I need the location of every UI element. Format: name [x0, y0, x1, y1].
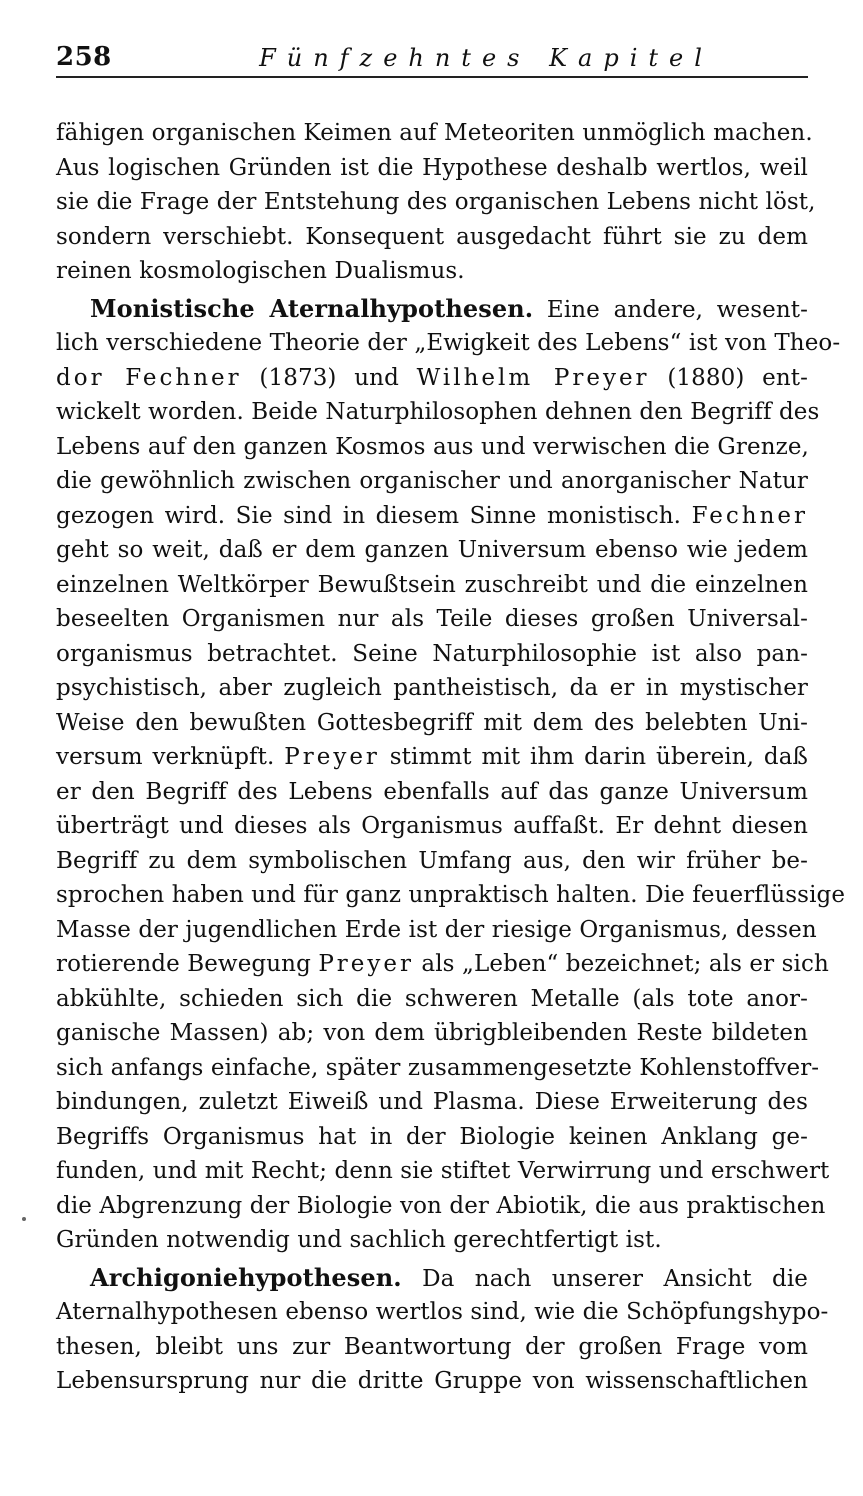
- section-heading-archigonie: Archigoniehypothesen.: [90, 1262, 402, 1292]
- text-line: Begriffs Organismus hat in der Biologie keinen Anklang ge-: [56, 1123, 808, 1150]
- text-line: wickelt worden. Beide Naturphilosophen dehnen den Begriff des: [56, 399, 820, 425]
- text-line: sich anfangs einfache, später zusammengesetzte Kohlenstoffver-: [56, 1054, 820, 1081]
- text-line: die gewöhnlich zwischen organischer und anorganischer Natur: [56, 468, 808, 494]
- text-line: reinen kosmologischen Dualismus.: [56, 258, 465, 284]
- text-line: [56, 499, 808, 534]
- text-run: Da nach unserer Ansicht die: [401, 1265, 808, 1292]
- text-run: (1880) ent-: [649, 364, 808, 391]
- text-run: versum verknüpft.: [56, 744, 285, 770]
- text-line: die Abgrenzung der Biologie von der Abiotik, die aus praktischen: [56, 1192, 826, 1219]
- text-line: [56, 292, 808, 327]
- text-run: gezogen wird. Sie sind in diesem Sinne monistisch.: [56, 502, 692, 529]
- text-line: er den Begriff des Lebens ebenfalls auf das ganze Universum: [56, 778, 808, 805]
- page-number: 258: [56, 42, 112, 72]
- person-name: Fechner: [691, 502, 808, 529]
- text-line: überträgt und dieses als Organismus auffaßt. Er dehnt diesen: [56, 813, 808, 839]
- text-line: fähigen organischen Keimen auf Meteoriten unmöglich machen.: [56, 120, 813, 146]
- text-run: (1873) und: [241, 364, 417, 391]
- text-line: bindungen, zuletzt Eiweiß und Plasma. Diese Erweiterung des: [56, 1089, 808, 1115]
- person-name: Preyer: [318, 951, 414, 977]
- text-line: einzelnen Weltkörper Bewußtsein zuschreibt und die einzelnen: [56, 571, 808, 598]
- text-line: organismus betrachtet. Seine Naturphilosophie ist also pan-: [56, 640, 808, 667]
- text-line: [56, 947, 829, 982]
- person-name: Preyer: [284, 744, 380, 770]
- text-run: rotierende Bewegung: [56, 951, 319, 977]
- text-line: Masse der jugendlichen Erde ist der riesige Organismus, dessen: [56, 916, 817, 943]
- text-line: sondern verschiebt. Konsequent ausgedacht führt sie zu dem: [56, 223, 808, 250]
- section-heading-monistic: Monistische Aternalhypothesen.: [90, 293, 534, 323]
- text-run: Eine andere, wesent-: [533, 296, 808, 323]
- text-line: psychistisch, aber zugleich pantheistisch, da er in mystischer: [56, 675, 808, 701]
- text-line: Aternalhypothesen ebenso wertlos sind, wie die Schöpfungshypo-: [56, 1299, 829, 1325]
- text-run: als „Leben“ bezeichnet; als er sich: [414, 951, 829, 977]
- text-line: [56, 1261, 808, 1296]
- text-line: Weise den bewußten Gottesbegriff mit dem des belebten Uni-: [56, 709, 808, 736]
- text-line: [56, 740, 808, 775]
- text-line: [56, 361, 808, 396]
- text-line: lich verschiedene Theorie der „Ewigkeit des Lebens“ ist von Theo-: [56, 330, 841, 356]
- text-line: sie die Frage der Entstehung des organischen Lebens nicht löst,: [56, 189, 816, 215]
- text-line: Gründen notwendig und sachlich gerechtfertigt ist.: [56, 1227, 662, 1253]
- text-line: geht so weit, daß er dem ganzen Universum ebenso wie jedem: [56, 537, 808, 563]
- text-line: ganische Massen) ab; von dem übrigbleibenden Reste bildeten: [56, 1020, 808, 1046]
- person-name: Wilhelm Preyer: [416, 364, 650, 391]
- text-line: Lebensursprung nur die dritte Gruppe von wissenschaftlichen: [56, 1368, 808, 1394]
- text-line: Aus logischen Gründen ist die Hypothese deshalb wertlos, weil: [56, 154, 808, 181]
- text-run: stimmt mit ihm darin überein, daß: [379, 744, 808, 770]
- text-line: abkühlte, schieden sich die schweren Metalle (als tote anor-: [56, 985, 808, 1012]
- text-line: funden, und mit Recht; denn sie stiftet Verwirrung und erschwert: [56, 1158, 830, 1184]
- text-line: thesen, bleibt uns zur Beantwortung der großen Frage vom: [56, 1333, 808, 1360]
- page-header: [56, 40, 808, 78]
- text-line: sprochen haben und für ganz unpraktisch halten. Die feuerflüssige: [56, 882, 846, 908]
- person-name: dor Fechner: [56, 364, 242, 391]
- text-line: Begriff zu dem symbolischen Umfang aus, den wir früher be-: [56, 847, 808, 874]
- page-body: [56, 116, 846, 1399]
- running-title: Fünfzehntes Kapitel: [259, 44, 713, 72]
- text-line: beseelten Organismen nur als Teile dieses großen Universal-: [56, 606, 808, 632]
- margin-speck: [22, 1217, 26, 1221]
- text-line: Lebens auf den ganzen Kosmos aus und verwischen die Grenze,: [56, 433, 809, 460]
